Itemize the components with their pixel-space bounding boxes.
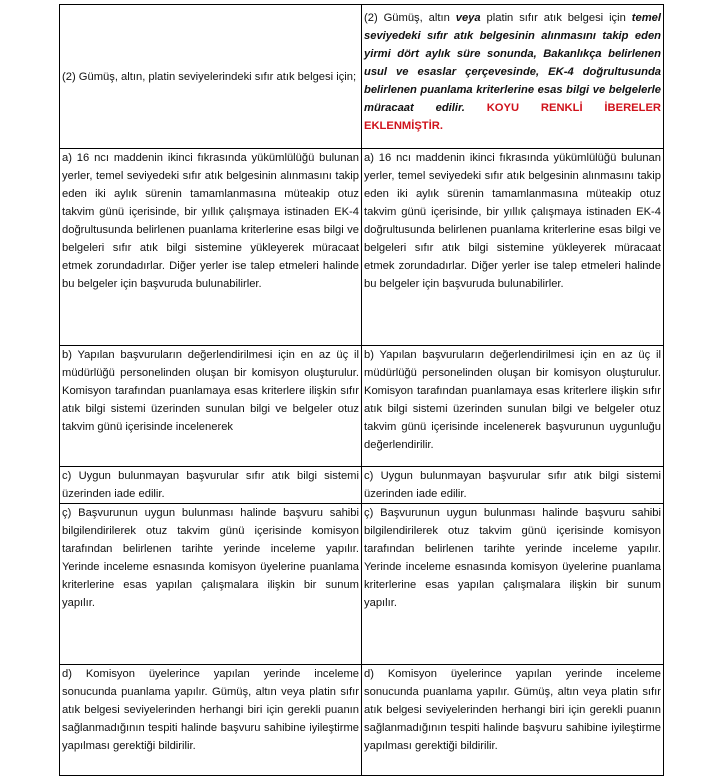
old-text-cell <box>60 504 362 665</box>
table-row <box>60 5 664 149</box>
new-item-a: a) 16 ncı maddenin ikinci fıkrasında yükümlülüğü bulunan yerler, temel seviyedeki sıfır atık belgesinin alınmasını takip eden iki aylık sürenin tamamlanmasına müteakip otuz takvim günü içerisinde, bir yıllık çalışmaya istinaden EK-4 doğrultusunda belirlenen puanlama kriterlerine esas bilgi ve belgeleri sıfır atık bilgi sistemine yükleyerek müracaat etmek zorundadırlar. Diğer yerler ise talep etmeleri halinde bu belgeler için başvuruda bulunabilirler. <box>364 152 661 290</box>
table-row <box>60 149 664 346</box>
table-row <box>60 504 664 665</box>
old-item-c: c) Uygun bulunmayan başvurular sıfır atık bilgi sistemi üzerinden iade edilir. <box>62 470 359 500</box>
new-text-cell <box>362 665 664 776</box>
old-item-cc: ç) Başvurunun uygun bulunması halinde başvuru sahibi bilgilendirilerek otuz takvim günü içerisinde komisyon tarafından belirlenen tarihte yerinde inceleme yapılır. Yerinde inceleme esnasında komisyon üyelerine puanlama kriterlerine esas yapılan çalışmalara ilişkin bir sunum yapılır. <box>62 507 359 609</box>
new-paragraph-mid: platin sıfır atık belgesi için <box>480 12 632 24</box>
old-item-d: d) Komisyon üyelerince yapılan yerinde inceleme sonucunda puanlama yapılır. Gümüş, altın veya platin sıfır atık belgesi seviyelerinden herhangi biri için gerekli puanın sağlanmadığının tespiti halinde başvuru sahibine iyileştirme yapılması gerektiği bildirilir. <box>62 668 359 752</box>
old-text-cell <box>60 5 362 149</box>
new-text-cell <box>362 504 664 665</box>
new-item-c: c) Uygun bulunmayan başvurular sıfır atık bilgi sistemi üzerinden iade edilir. <box>364 470 661 500</box>
new-item-d: d) Komisyon üyelerince yapılan yerinde inceleme sonucunda puanlama yapılır. Gümüş, altın veya platin sıfır atık belgesi seviyelerinden herhangi biri için gerekli puanın sağlanmadığının tespiti halinde başvuru sahibine iyileştirme yapılması gerektiği bildirilir. <box>364 668 661 752</box>
comparison-table <box>59 4 664 776</box>
inserted-bold-text: temel seviyedeki sıfır atık belgesinin alınmasını takip eden yirmi dört aylık süre sonunda, Bakanlıkça belirlenen usul ve esaslar çerçevesinde, EK-4 doğrultusunda belirlenen puanlama kriterlerine esas bilgi ve belgelerle müracaat edilir. <box>364 12 662 114</box>
new-paragraph-2 <box>364 9 661 135</box>
old-text-cell <box>60 467 362 504</box>
new-text-cell <box>362 467 664 504</box>
new-paragraph-prefix: (2) Gümüş, altın <box>364 12 456 24</box>
new-text-cell <box>362 5 664 149</box>
old-text-cell <box>60 665 362 776</box>
old-item-a: a) 16 ncı maddenin ikinci fıkrasında yükümlülüğü bulunan yerler, temel seviyedeki sıfır atık belgesinin alınmasını takip eden iki aylık sürenin tamamlanmasına müteakip otuz takvim günü içerisinde, bir yıllık çalışmaya istinaden EK-4 doğrultusunda belirlenen puanlama kriterlerine esas bilgi ve belgeleri sıfır atık bilgi sistemine yükleyerek müracaat etmek zorundadırlar. Diğer yerler ise talep etmeleri halinde bu belgeler için başvuruda bulunabilirler. <box>62 152 359 290</box>
amendment-note: KOYU RENKLİ İBERELER EKLENMİŞTİR. <box>364 102 661 132</box>
new-item-b: b) Yapılan başvuruların değerlendirilmesi için en az üç il müdürlüğü personelinden oluşan bir komisyon oluşturulur. Komisyon tarafından puanlamaya esas kriterlere ilişkin sıfır atık bilgi sistemi üzerinden sunulan bilgi ve belgeler otuz takvim günü içerisinde incelenerek başvurunun uygunluğu değerlendirilir. <box>364 349 661 451</box>
old-item-b: b) Yapılan başvuruların değerlendirilmesi için en az üç il müdürlüğü personelinden oluşan bir komisyon oluşturulur. Komisyon tarafından puanlamaya esas kriterlere ilişkin sıfır atık bilgi sistemi üzerinden sunulan bilgi ve belgeler otuz takvim günü içerisinde incelenerek <box>62 349 359 433</box>
table-row <box>60 346 664 467</box>
old-text-cell <box>60 149 362 346</box>
old-text-cell <box>60 346 362 467</box>
inserted-word-veya: veya <box>455 12 481 24</box>
table-row <box>60 467 664 504</box>
new-text-cell <box>362 149 664 346</box>
old-paragraph-2: (2) Gümüş, altın, platin seviyelerindeki sıfır atık belgesi için; <box>62 70 357 83</box>
new-text-cell <box>362 346 664 467</box>
table-row <box>60 665 664 776</box>
new-item-cc: ç) Başvurunun uygun bulunması halinde başvuru sahibi bilgilendirilerek otuz takvim günü içerisinde komisyon tarafından belirlenen tarihte yerinde inceleme yapılır. Yerinde inceleme esnasında komisyon üyelerine puanlama kriterlerine esas yapılan çalışmalara ilişkin bir sunum yapılır. <box>364 507 661 609</box>
